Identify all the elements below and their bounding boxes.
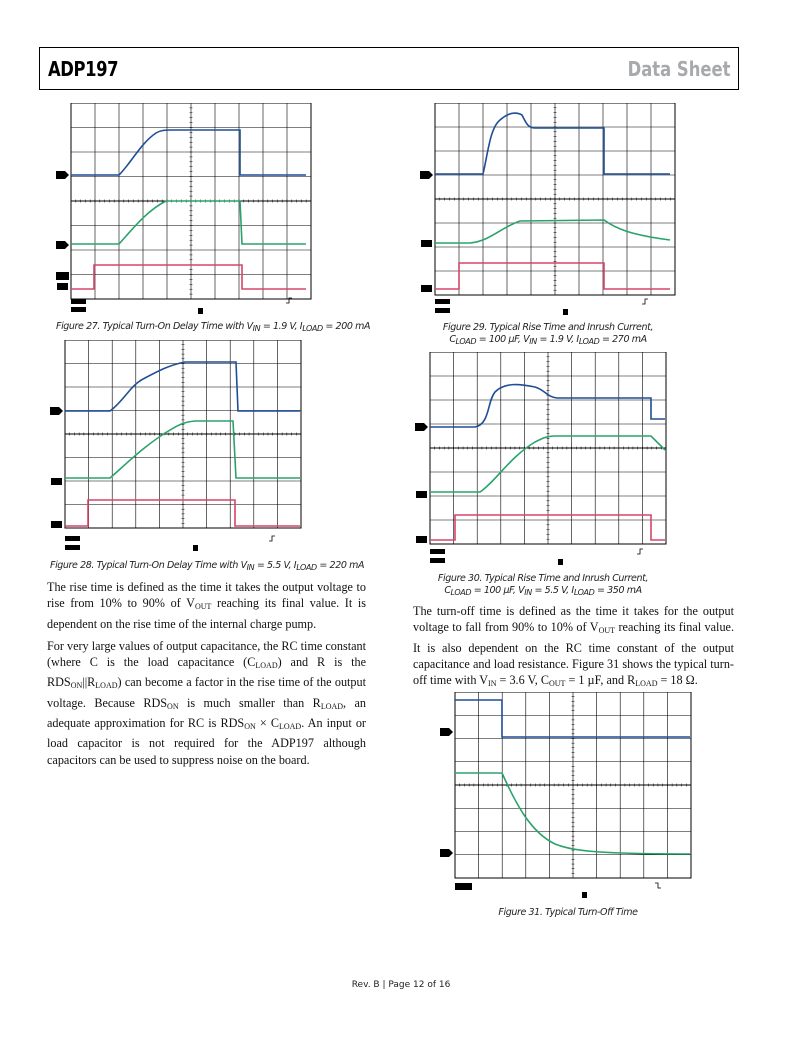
paragraph-turn-off: The turn-off time is defined as the time it takes for the output voltage to fall from 90% to 10% of $V_{OUT}$ reaching its final value. It is also dependent on the RC time constant of the output capacitance and load resistance. Figure 31 shows the typical turn-off time with $V_{IN} = 3.6$ V, $C_{OUT} = 1$ µF, and $R_{LOAD} = 18$ Ω.	[413, 604, 734, 689]
figure-30-scope	[415, 352, 671, 568]
figure-29-caption: Figure 29. Typical Rise Time and Inrush Current, $C_{LOAD} = 100$ µF, $V_{IN} = 1.9$ V, $I_{LOAD} = 270$ mA	[442, 322, 654, 346]
trace-blue	[65, 362, 300, 411]
figure-29-scope	[420, 103, 676, 319]
left-body-text	[47, 579, 366, 774]
trace-blue	[430, 385, 665, 427]
figure-29-svg	[420, 103, 676, 319]
trace-green	[435, 220, 670, 243]
trace-blue	[435, 113, 670, 174]
trace-red	[435, 263, 670, 289]
page-header	[39, 47, 739, 90]
trace-red	[65, 500, 300, 526]
trace-red	[71, 265, 306, 289]
ch2-marker-icon	[421, 240, 432, 247]
figure-27-caption: Figure 27. Typical Turn-On Delay Time with $V_{IN} = 1.9$ V, $I_{LOAD} = 200$ mA	[56, 321, 371, 333]
ch1-marker-icon	[440, 728, 453, 736]
figure-30-caption: Figure 30. Typical Rise Time and Inrush Current, $C_{LOAD} = 100$ µF, $V_{IN} = 5.5$ V, $I_{LOAD} = 350$ mA	[437, 573, 649, 597]
figure-31-svg	[440, 692, 696, 904]
ch1-marker-icon	[50, 407, 63, 415]
product-name: ADP197	[48, 57, 119, 81]
trace-green	[430, 436, 665, 492]
figure-30-svg	[415, 352, 671, 568]
ch3-marker-icon	[57, 283, 68, 290]
figure-28-svg	[50, 340, 306, 556]
ch1-marker-icon	[56, 171, 69, 179]
paragraph-rise-time: The rise time is defined as the time it takes the output voltage to rise from 10% to 90% of $V_{OUT}$ reaching its final value. It is dependent on the rise time of the internal charge pump.	[47, 580, 366, 631]
ch2-marker-icon	[416, 491, 427, 498]
figure-27-scope	[56, 103, 312, 317]
trace-blue	[71, 130, 306, 175]
figure-31-scope	[440, 692, 696, 904]
figure-27-svg	[56, 103, 312, 317]
ch3-marker-icon	[416, 536, 427, 543]
ch1-marker-icon	[420, 171, 433, 179]
trace-blue	[455, 700, 690, 737]
trace-red	[430, 515, 665, 540]
ch3-marker-icon	[421, 285, 432, 292]
ch1-marker-icon	[415, 423, 428, 431]
ch3-marker-icon	[51, 521, 62, 528]
ch2-marker-icon	[51, 478, 62, 485]
trace-green	[71, 201, 306, 244]
figure-28-scope	[50, 340, 306, 556]
figure-28-caption: Figure 28. Typical Turn-On Delay Time with $V_{IN} = 5.5$ V, $I_{LOAD} = 220$ mA	[50, 560, 365, 572]
ch2-marker-icon	[56, 241, 69, 249]
page-footer: Rev. B | Page 12 of 16	[351, 980, 451, 990]
right-body-text	[413, 603, 734, 698]
doc-type: Data Sheet	[627, 57, 730, 81]
ch2-marker-icon	[440, 849, 453, 857]
paragraph-rc-constant: For very large values of output capacitance, the RC time constant (where C is the load capacitance $(C_{LOAD})$ and R is the $RDS_{ON}||R_{LOAD}$) can become a factor in the rise time of the output voltage. Because $RDS_{ON}$ is much smaller than $R_{LOAD}$, an adequate approximation for RC is $RDS_{ON} \times C_{LOAD}$. An input or load capacitor is not required for the ADP197 although capacitors can be used to suppress noise on the board.	[47, 638, 366, 767]
figure-31-caption: Figure 31. Typical Turn-Off Time	[498, 907, 638, 918]
